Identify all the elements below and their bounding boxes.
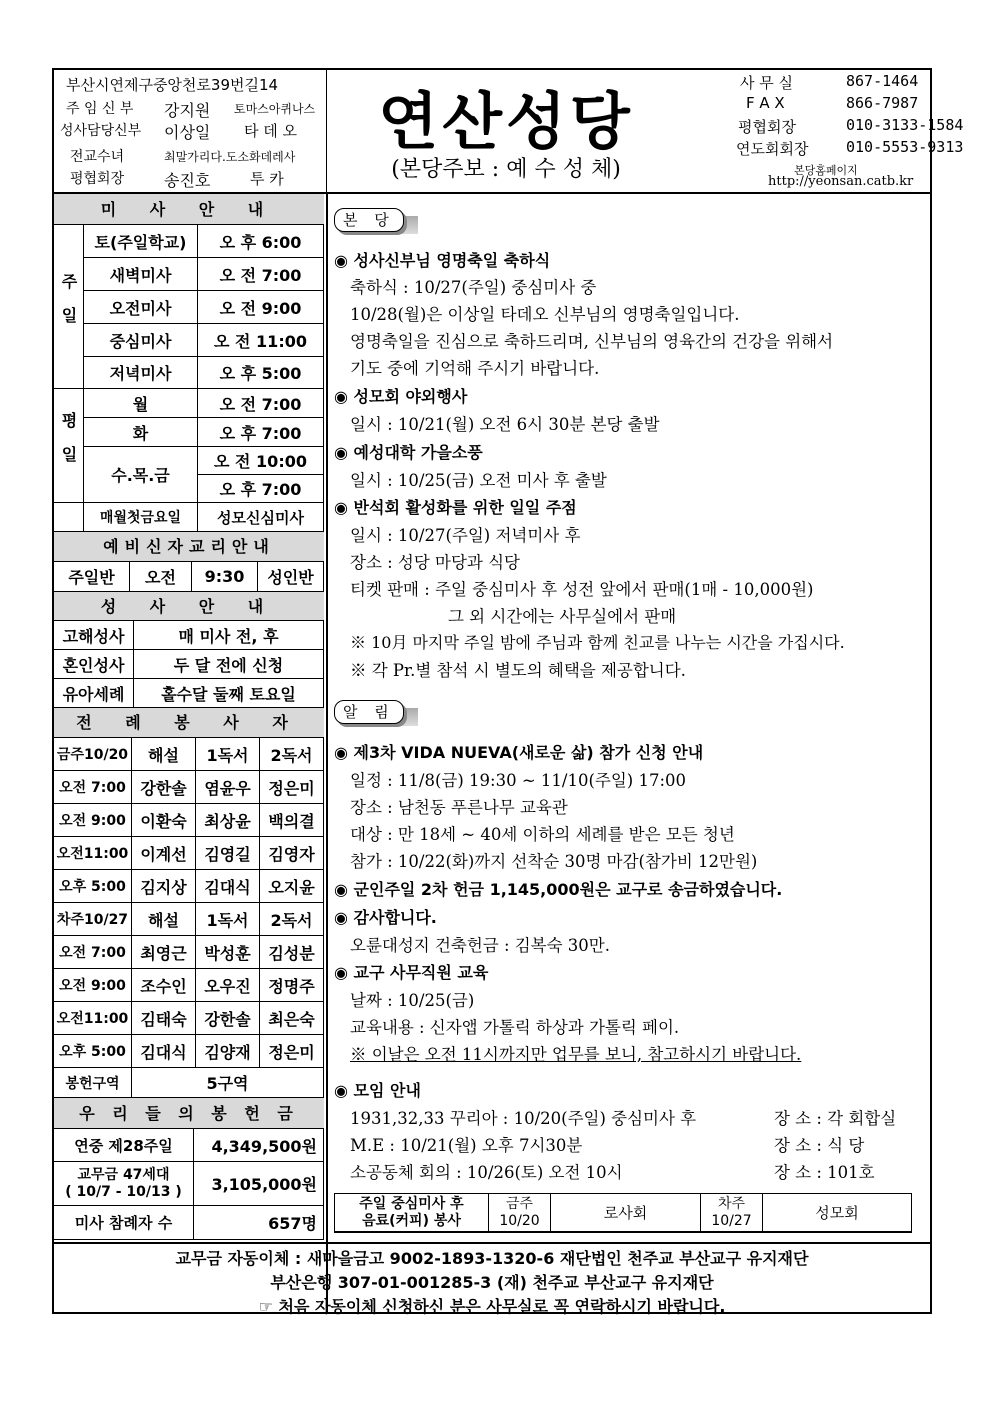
notice-line: 오륜대성지 건축헌금 : 김복숙 30만. — [350, 936, 610, 955]
bullet-icon: ◉ — [334, 743, 354, 762]
staff-name: 최말가리다.도소화데레사 — [164, 150, 296, 164]
staff-name: 강지원 — [164, 101, 211, 120]
notices-tag: 알 림 — [334, 700, 404, 724]
catechumen-section-title: 예비신자교리안내 — [54, 532, 324, 562]
sacrament-value: 홀수달 둘째 토요일 — [134, 679, 324, 708]
servers-header: 2독서 — [260, 903, 324, 936]
mass-time: 오 후 6:00 — [198, 225, 324, 258]
footer-line-1: 교무금 자동이체 : 새마을금고 9002-1893-1320-6 재단법인 천주교 부산교구 유지재단 — [175, 1249, 809, 1268]
mass-time: 오 전 11:00 — [198, 324, 324, 357]
servers-time: 오후 5:00 — [54, 870, 132, 903]
mass-time: 오 전 7:00 — [198, 389, 324, 418]
first-friday-name: 매월첫금요일 — [84, 503, 198, 532]
notice-item-title — [334, 905, 437, 928]
contact-label: 연도회회장 — [736, 140, 809, 158]
parish-line: ※ 각 Pr.별 참석 시 별도의 혜택을 제공합니다. — [350, 661, 686, 680]
parish-item-title-text: 성사신부님 영명축일 축하식 — [353, 251, 551, 270]
offering-label-line: 교무금 47세대 — [77, 1166, 170, 1183]
coffee-this-date: 10/20 — [499, 1212, 540, 1229]
server-name: 오지윤 — [260, 870, 324, 903]
servers-time: 오전 9:00 — [54, 804, 132, 837]
meeting-where: 장 소 : 각 회합실 — [774, 1109, 897, 1128]
mass-name: 월 — [84, 389, 198, 418]
servers-time: 오전 7:00 — [54, 936, 132, 969]
bullet-icon: ◉ — [334, 443, 354, 462]
first-friday-time: 성모신심미사 — [198, 503, 324, 532]
server-name: 김대식 — [132, 1035, 196, 1068]
server-name: 최은숙 — [260, 1002, 324, 1035]
catechumen-cell: 오전 — [130, 562, 192, 592]
server-name: 백의결 — [260, 804, 324, 837]
server-name: 정은미 — [260, 1035, 324, 1068]
parish-line: 티켓 판매 : 주일 중심미사 후 성전 앞에서 판매(1매 - 10,000원) — [350, 580, 814, 599]
parish-line: ※ 10月 마지막 주일 밤에 주님과 함께 친교를 나누는 시간을 가집시다. — [350, 633, 845, 652]
sacraments-section-title: 성 사 안 내 — [54, 592, 324, 621]
coffee-table — [334, 1193, 912, 1233]
bulletin-frame — [52, 68, 964, 1316]
server-name: 조수인 — [132, 969, 196, 1002]
notice-item-title-text: 교구 사무직원 교육 — [353, 963, 489, 982]
homepage-link[interactable]: http://yeonsan.catb.kr — [768, 174, 914, 189]
offering-area-value: 5구역 — [132, 1068, 324, 1098]
bulletin-subtitle: (본당주보 : 예 수 성 체) — [391, 157, 621, 182]
server-name: 이계선 — [132, 837, 196, 870]
meeting-what: M.E : 10/21(월) 오후 7시30분 — [350, 1136, 583, 1155]
notice-line: 참가 : 10/22(화)까지 선착순 30명 마감(참가비 12만원) — [350, 852, 758, 871]
offerings-section-title: 우 리 들 의 봉 헌 금 — [54, 1098, 324, 1129]
contact-label: F A X — [746, 94, 785, 112]
staff-name: 송진호 — [164, 171, 211, 190]
notice-item-title — [334, 740, 703, 763]
parish-tag: 본 당 — [334, 208, 404, 232]
offering-label — [54, 1162, 194, 1206]
staff-role: 성사담당신부 — [60, 123, 142, 139]
offering-label-period: ( 10/7 - 10/13 ) — [65, 1183, 182, 1200]
server-name: 김대식 — [196, 870, 260, 903]
coffee-next-group: 성모회 — [763, 1194, 911, 1232]
contact-value: 010-3133-1584 — [846, 116, 964, 134]
sacrament-name: 고해성사 — [54, 621, 134, 650]
server-name: 김양재 — [196, 1035, 260, 1068]
meeting-what: 소공동체 회의 : 10/26(토) 오전 10시 — [350, 1163, 623, 1182]
parish-line: 영명축일을 진심으로 축하드리며, 신부님의 영육간의 건강을 위해서 — [350, 332, 834, 351]
weekday-label: 평일 — [54, 389, 84, 503]
notice-item-title-text: 군인주일 2차 헌금 1,145,000원은 교구로 송금하였습니다. — [353, 880, 783, 899]
sunday-label: 주일 — [54, 225, 84, 389]
offering-area-label: 봉헌구역 — [54, 1068, 132, 1098]
parish-line: 장소 : 성당 마당과 식당 — [350, 553, 520, 572]
coffee-next-date: 10/27 — [711, 1212, 752, 1229]
coffee-this-week — [489, 1194, 551, 1232]
notice-item-title-text: 제3차 VIDA NUEVA(새로운 삶) 참가 신청 안내 — [353, 743, 704, 762]
mass-name: 중심미사 — [84, 324, 198, 357]
parish-item-title — [334, 248, 550, 271]
parish-line: 일시 : 10/25(금) 오전 미사 후 출발 — [350, 471, 607, 490]
server-name: 최상윤 — [196, 804, 260, 837]
bullet-icon: ◉ — [334, 963, 354, 982]
server-name: 강한솔 — [196, 1002, 260, 1035]
notice-item-title-text: 감사합니다. — [353, 908, 437, 927]
header-title-block — [326, 70, 686, 192]
mass-time: 오 후 7:00 — [198, 475, 324, 503]
notice-line: 날짜 : 10/25(금) — [350, 991, 475, 1010]
server-name: 김성분 — [260, 936, 324, 969]
staff-name: 이상일 — [164, 123, 211, 142]
header-contacts — [686, 70, 964, 192]
parish-item-title — [334, 440, 483, 463]
coffee-this-group: 로사회 — [551, 1194, 701, 1232]
coffee-next-label: 차주 — [717, 1195, 746, 1212]
contact-label: 평협회장 — [738, 118, 796, 136]
coffee-label-2: 음료(커피) 봉사 — [362, 1212, 461, 1229]
mass-name: 저녁미사 — [84, 357, 198, 389]
servers-time: 오후 5:00 — [54, 1035, 132, 1068]
staff-role: 주 임 신 부 — [66, 101, 134, 117]
server-name: 정은미 — [260, 771, 324, 804]
parish-item-title — [334, 495, 577, 518]
server-name: 정명주 — [260, 969, 324, 1002]
notice-line: 교육내용 : 신자앱 가톨릭 하상과 가톨릭 페이. — [350, 1018, 680, 1037]
staff-baptism: 타 데 오 — [244, 122, 298, 140]
bullet-icon: ◉ — [334, 908, 354, 927]
mass-name: 화 — [84, 418, 198, 447]
notice-line: ※ 이날은 오전 11시까지만 업무를 보니, 참고하시기 바랍니다. — [350, 1045, 802, 1064]
servers-section-title: 전 례 봉 사 자 — [54, 708, 324, 738]
servers-header: 1독서 — [196, 903, 260, 936]
sacrament-name: 유아세례 — [54, 679, 134, 708]
mass-time: 오 전 9:00 — [198, 291, 324, 324]
server-name: 오우진 — [196, 969, 260, 1002]
footer — [54, 1242, 930, 1316]
mass-time: 오 전 7:00 — [198, 258, 324, 291]
coffee-this-label: 금주 — [505, 1195, 534, 1212]
meeting-what: 1931,32,33 꾸리아 : 10/20(주일) 중심미사 후 — [350, 1109, 697, 1128]
server-name: 김지상 — [132, 870, 196, 903]
sacrament-value: 매 미사 전, 후 — [134, 621, 324, 650]
staff-role: 평협회장 — [70, 171, 125, 187]
offering-value: 657명 — [194, 1206, 324, 1240]
servers-header: 금주10/20 — [54, 738, 132, 771]
offering-label: 미사 참례자 수 — [54, 1206, 194, 1240]
bullet-icon: ◉ — [334, 880, 354, 899]
server-name: 김태숙 — [132, 1002, 196, 1035]
servers-time: 오전11:00 — [54, 1002, 132, 1035]
catechumen-cell: 주일반 — [54, 562, 130, 592]
staff-baptism: 토마스아퀴나스 — [234, 102, 316, 116]
servers-time: 오전11:00 — [54, 837, 132, 870]
parish-line: 일시 : 10/27(주일) 저녁미사 후 — [350, 526, 581, 545]
mass-section-title: 미 사 안 내 — [54, 194, 324, 225]
bullet-icon: ◉ — [334, 1081, 354, 1100]
catechumen-cell: 9:30 — [192, 562, 258, 592]
header-staff — [54, 70, 327, 192]
offering-value: 3,105,000원 — [194, 1162, 324, 1206]
servers-time: 오전 7:00 — [54, 771, 132, 804]
servers-header: 차주10/27 — [54, 903, 132, 936]
contact-label: 사 무 실 — [740, 74, 794, 92]
meeting-where: 장 소 : 식 당 — [774, 1136, 865, 1155]
homepage-label: 본당홈페이지 — [794, 164, 858, 177]
contact-value: 010-5553-9313 — [846, 138, 964, 156]
servers-header: 해설 — [132, 903, 196, 936]
bullet-icon: ◉ — [334, 498, 354, 517]
coffee-label-1: 주일 중심미사 후 — [359, 1195, 464, 1212]
mass-name: 오전미사 — [84, 291, 198, 324]
notice-item-title — [334, 1078, 421, 1101]
notice-line: 대상 : 만 18세 ~ 40세 이하의 세례를 받은 모든 청년 — [350, 825, 735, 844]
contact-value: 866-7987 — [846, 94, 919, 112]
parish-item-title-text: 예성대학 가을소풍 — [353, 443, 483, 462]
bullet-icon: ◉ — [334, 387, 354, 406]
server-name: 염윤우 — [196, 771, 260, 804]
parish-item-title-text: 반석회 활성화를 위한 일일 주점 — [353, 498, 577, 517]
parish-item-title — [334, 384, 467, 407]
notice-item-title — [334, 960, 488, 983]
servers-header: 해설 — [132, 738, 196, 771]
mass-time: 오 후 5:00 — [198, 357, 324, 389]
parish-line: 일시 : 10/21(월) 오전 6시 30분 본당 출발 — [350, 415, 660, 434]
bullet-icon: ◉ — [334, 251, 354, 270]
mass-name: 수.목.금 — [84, 447, 198, 503]
mass-name: 토(주일학교) — [84, 225, 198, 258]
coffee-next-week — [701, 1194, 763, 1232]
parish-line: 기도 중에 기억해 주시기 바랍니다. — [350, 359, 600, 378]
sacrament-value: 두 달 전에 신청 — [134, 650, 324, 679]
notice-item-title — [334, 877, 782, 900]
contact-value: 867-1464 — [846, 72, 919, 90]
meeting-where: 장 소 : 101호 — [774, 1163, 875, 1182]
servers-time: 오전 9:00 — [54, 969, 132, 1002]
right-column — [328, 194, 930, 1312]
parish-address: 부산시연제구중앙천로39번길14 — [66, 76, 279, 94]
server-name: 최영근 — [132, 936, 196, 969]
blank-cell — [54, 503, 84, 532]
mass-time: 오 후 7:00 — [198, 418, 324, 447]
coffee-label — [335, 1194, 489, 1232]
notice-item-title-text: 모임 안내 — [353, 1081, 421, 1100]
staff-baptism: 투 카 — [250, 170, 284, 188]
offering-label: 연중 제28주일 — [54, 1129, 194, 1162]
footer-line-2: 부산은행 307-01-001285-3 (재) 천주교 부산교구 유지재단 — [270, 1273, 714, 1292]
server-name: 박성훈 — [196, 936, 260, 969]
staff-role: 전교수녀 — [70, 149, 125, 165]
server-name: 강한솔 — [132, 771, 196, 804]
parish-line: 축하식 : 10/27(주일) 중심미사 중 — [350, 278, 597, 297]
catechumen-cell: 성인반 — [258, 562, 324, 592]
server-name: 김영자 — [260, 837, 324, 870]
mass-name: 새벽미사 — [84, 258, 198, 291]
parish-line: 그 외 시간에는 사무실에서 판매 — [448, 607, 677, 626]
footer-line-3: ☞ 처음 자동이체 신청하신 분은 사무실로 꼭 연락하시기 바랍니다. — [258, 1297, 726, 1316]
notice-line: 장소 : 남천동 푸른나무 교육관 — [350, 798, 568, 817]
servers-header: 1독서 — [196, 738, 260, 771]
sacrament-name: 혼인성사 — [54, 650, 134, 679]
mass-time: 오 전 10:00 — [198, 447, 324, 475]
left-column — [54, 194, 328, 1312]
offering-value: 4,349,500원 — [194, 1129, 324, 1162]
servers-header: 2독서 — [260, 738, 324, 771]
server-name: 김영길 — [196, 837, 260, 870]
parish-title: 연산성당 — [378, 85, 634, 158]
notice-line: 일정 : 11/8(금) 19:30 ~ 11/10(주일) 17:00 — [350, 771, 687, 790]
parish-line: 10/28(월)은 이상일 타데오 신부님의 영명축일입니다. — [350, 305, 740, 324]
parish-item-title-text: 성모회 야외행사 — [353, 387, 468, 406]
server-name: 이환숙 — [132, 804, 196, 837]
